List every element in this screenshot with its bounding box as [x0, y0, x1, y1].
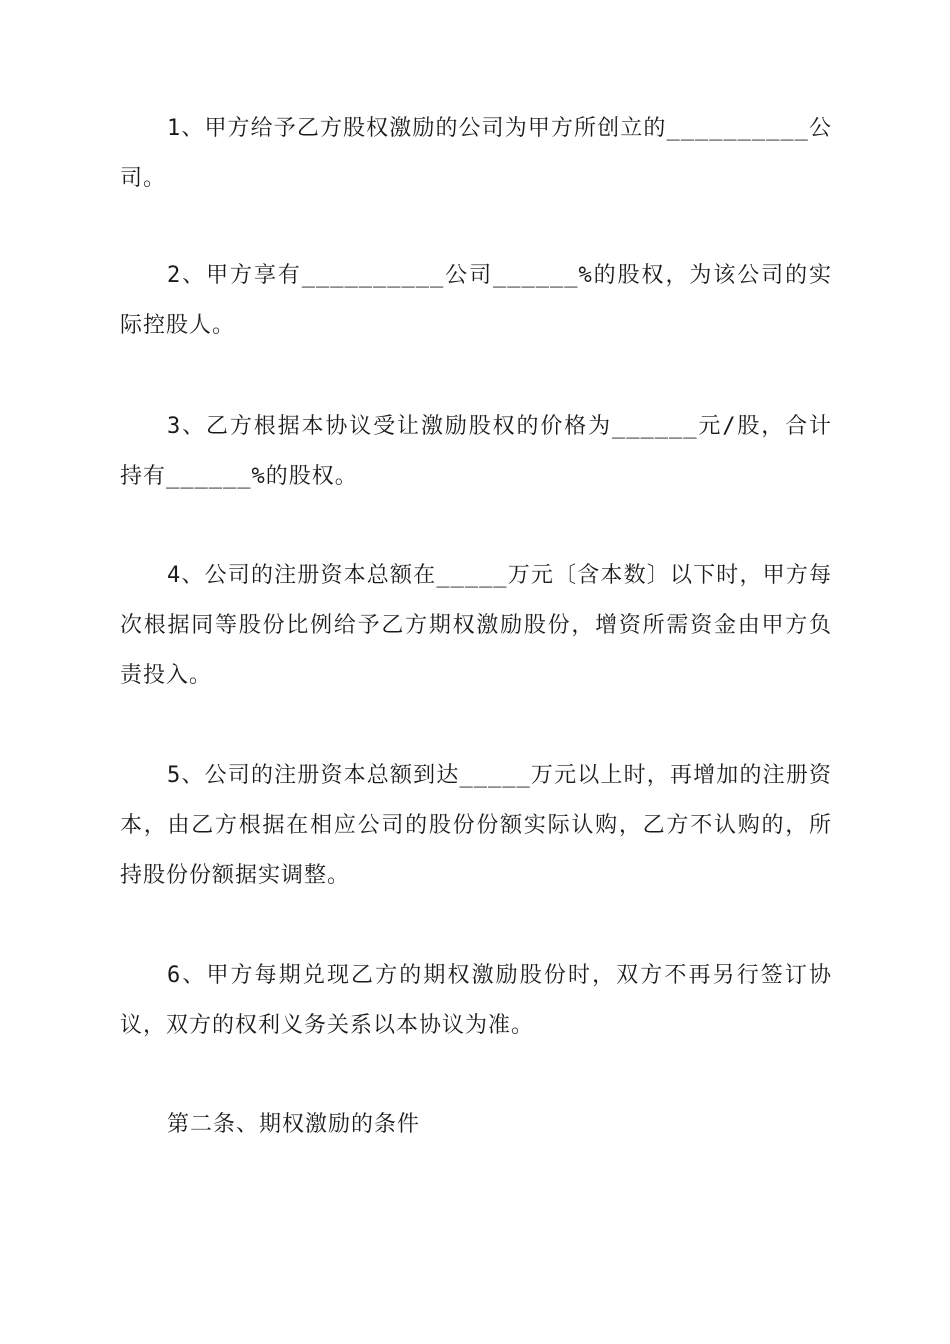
clause-4-paragraph: 4、公司的注册资本总额在_____万元〔含本数〕以下时，甲方每次根据同等股份比例给予乙方期权激励股份，增资所需资金由甲方负责投入。: [120, 563, 832, 688]
clause-5-paragraph: 5、公司的注册资本总额到达_____万元以上时，再增加的注册资本，由乙方根据在相应公司的股份份额实际认购，乙方不认购的，所持股份份额据实调整。: [120, 763, 832, 888]
clause-2-paragraph: 2、甲方享有__________公司______%的股权，为该公司的实际控股人。: [120, 263, 832, 338]
article-2-heading: 第二条、期权激励的条件: [167, 1112, 421, 1137]
clause-1-paragraph: 1、甲方给予乙方股权激励的公司为甲方所创立的__________公司。: [120, 116, 832, 191]
clause-6-paragraph: 6、甲方每期兑现乙方的期权激励股份时，双方不再另行签订协议，双方的权利义务关系以本协议为准。: [120, 963, 832, 1038]
clause-3-paragraph: 3、乙方根据本协议受让激励股权的价格为______元/股，合计持有______%的股权。: [120, 414, 832, 489]
